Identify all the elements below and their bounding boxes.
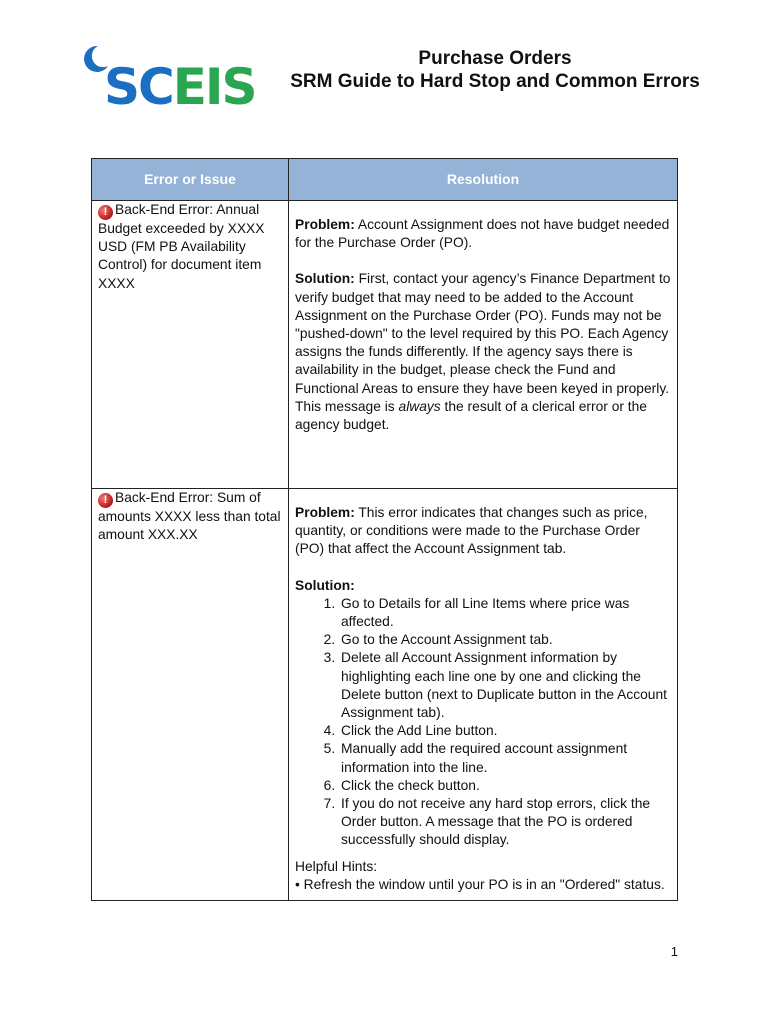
- issue-text: Back-End Error: Sum of amounts XXXX less than total amount XXX.XX: [98, 490, 281, 543]
- error-icon: !: [98, 205, 113, 220]
- problem-text: Account Assignment does not have budget needed for the Purchase Order (PO).: [295, 217, 670, 251]
- resolution-cell: [289, 201, 678, 489]
- solution-emphasis: always: [398, 398, 441, 414]
- logo-text-eis: EIS: [172, 58, 256, 116]
- solution-text-end: the result of a clerical error or the agency budget.: [295, 398, 647, 433]
- column-header-issue: Error or Issue: [92, 159, 289, 201]
- solution-paragraph: [295, 270, 671, 434]
- errors-table: [91, 158, 678, 901]
- error-icon: !: [98, 493, 113, 508]
- list-item: 6. Click the check button.: [339, 777, 671, 795]
- solution-steps: [295, 595, 671, 850]
- helpful-hint: • Refresh the window until your PO is in an "Ordered" status.: [295, 876, 665, 892]
- problem-label: Problem:: [295, 505, 355, 520]
- sceis-logo: [78, 44, 268, 128]
- problem-paragraph: [295, 216, 671, 252]
- problem-text: This error indicates that changes such as price, quantity, or conditions were made to the Purchase Order (PO) that affect the Account Assignment tab.: [295, 505, 648, 557]
- issue-cell: [92, 201, 289, 489]
- table-row: [92, 201, 678, 489]
- document-title: Purchase Orders: [418, 48, 572, 69]
- table-row: [92, 489, 678, 901]
- problem-paragraph: [295, 504, 671, 559]
- list-item: 3. Delete all Account Assignment information by highlighting each line one by one and clicking the Delete button (next to Duplicate button in the Account Assignment tab).: [339, 649, 671, 722]
- logo-text-sc: SC: [104, 58, 173, 116]
- list-item: 4. Click the Add Line button.: [339, 722, 671, 740]
- logo-wordmark: [104, 58, 256, 116]
- document-subtitle: SRM Guide to Hard Stop and Common Errors: [290, 71, 700, 92]
- resolution-cell: [289, 489, 678, 901]
- list-item: 5. Manually add the required account assignment information into the line.: [339, 740, 671, 776]
- column-header-resolution: Resolution: [289, 159, 678, 201]
- list-item: 1. Go to Details for all Line Items where price was affected.: [339, 595, 671, 631]
- issue-cell: [92, 489, 289, 901]
- page-number: 1: [670, 944, 678, 959]
- solution-label: Solution:: [295, 271, 355, 287]
- helpful-hints-label: Helpful Hints:: [295, 858, 378, 874]
- issue-text: Back-End Error: Annual Budget exceeded by XXXX USD (FM PB Availability Control) for document item XXXX: [98, 202, 265, 291]
- list-item: 2. Go to the Account Assignment tab.: [339, 631, 671, 649]
- list-item: 7. If you do not receive any hard stop errors, click the Order button. A message that the PO is ordered successfully should display.: [339, 795, 671, 850]
- solution-label: Solution:: [295, 577, 355, 593]
- problem-label: Problem:: [295, 217, 355, 232]
- table-header-row: [92, 159, 678, 201]
- solution-text: First, contact your agency’s Finance Department to verify budget that may need to be added to the Account Assignment on the Purchase Order (PO). Funds may not be "pushed-down" to the level required by this PO. Each Agency assigns the funds differently. If the agency says there is availability in the budget, please check the Fund and Functional Areas to ensure they have been keyed in properly. This message is: [295, 271, 671, 414]
